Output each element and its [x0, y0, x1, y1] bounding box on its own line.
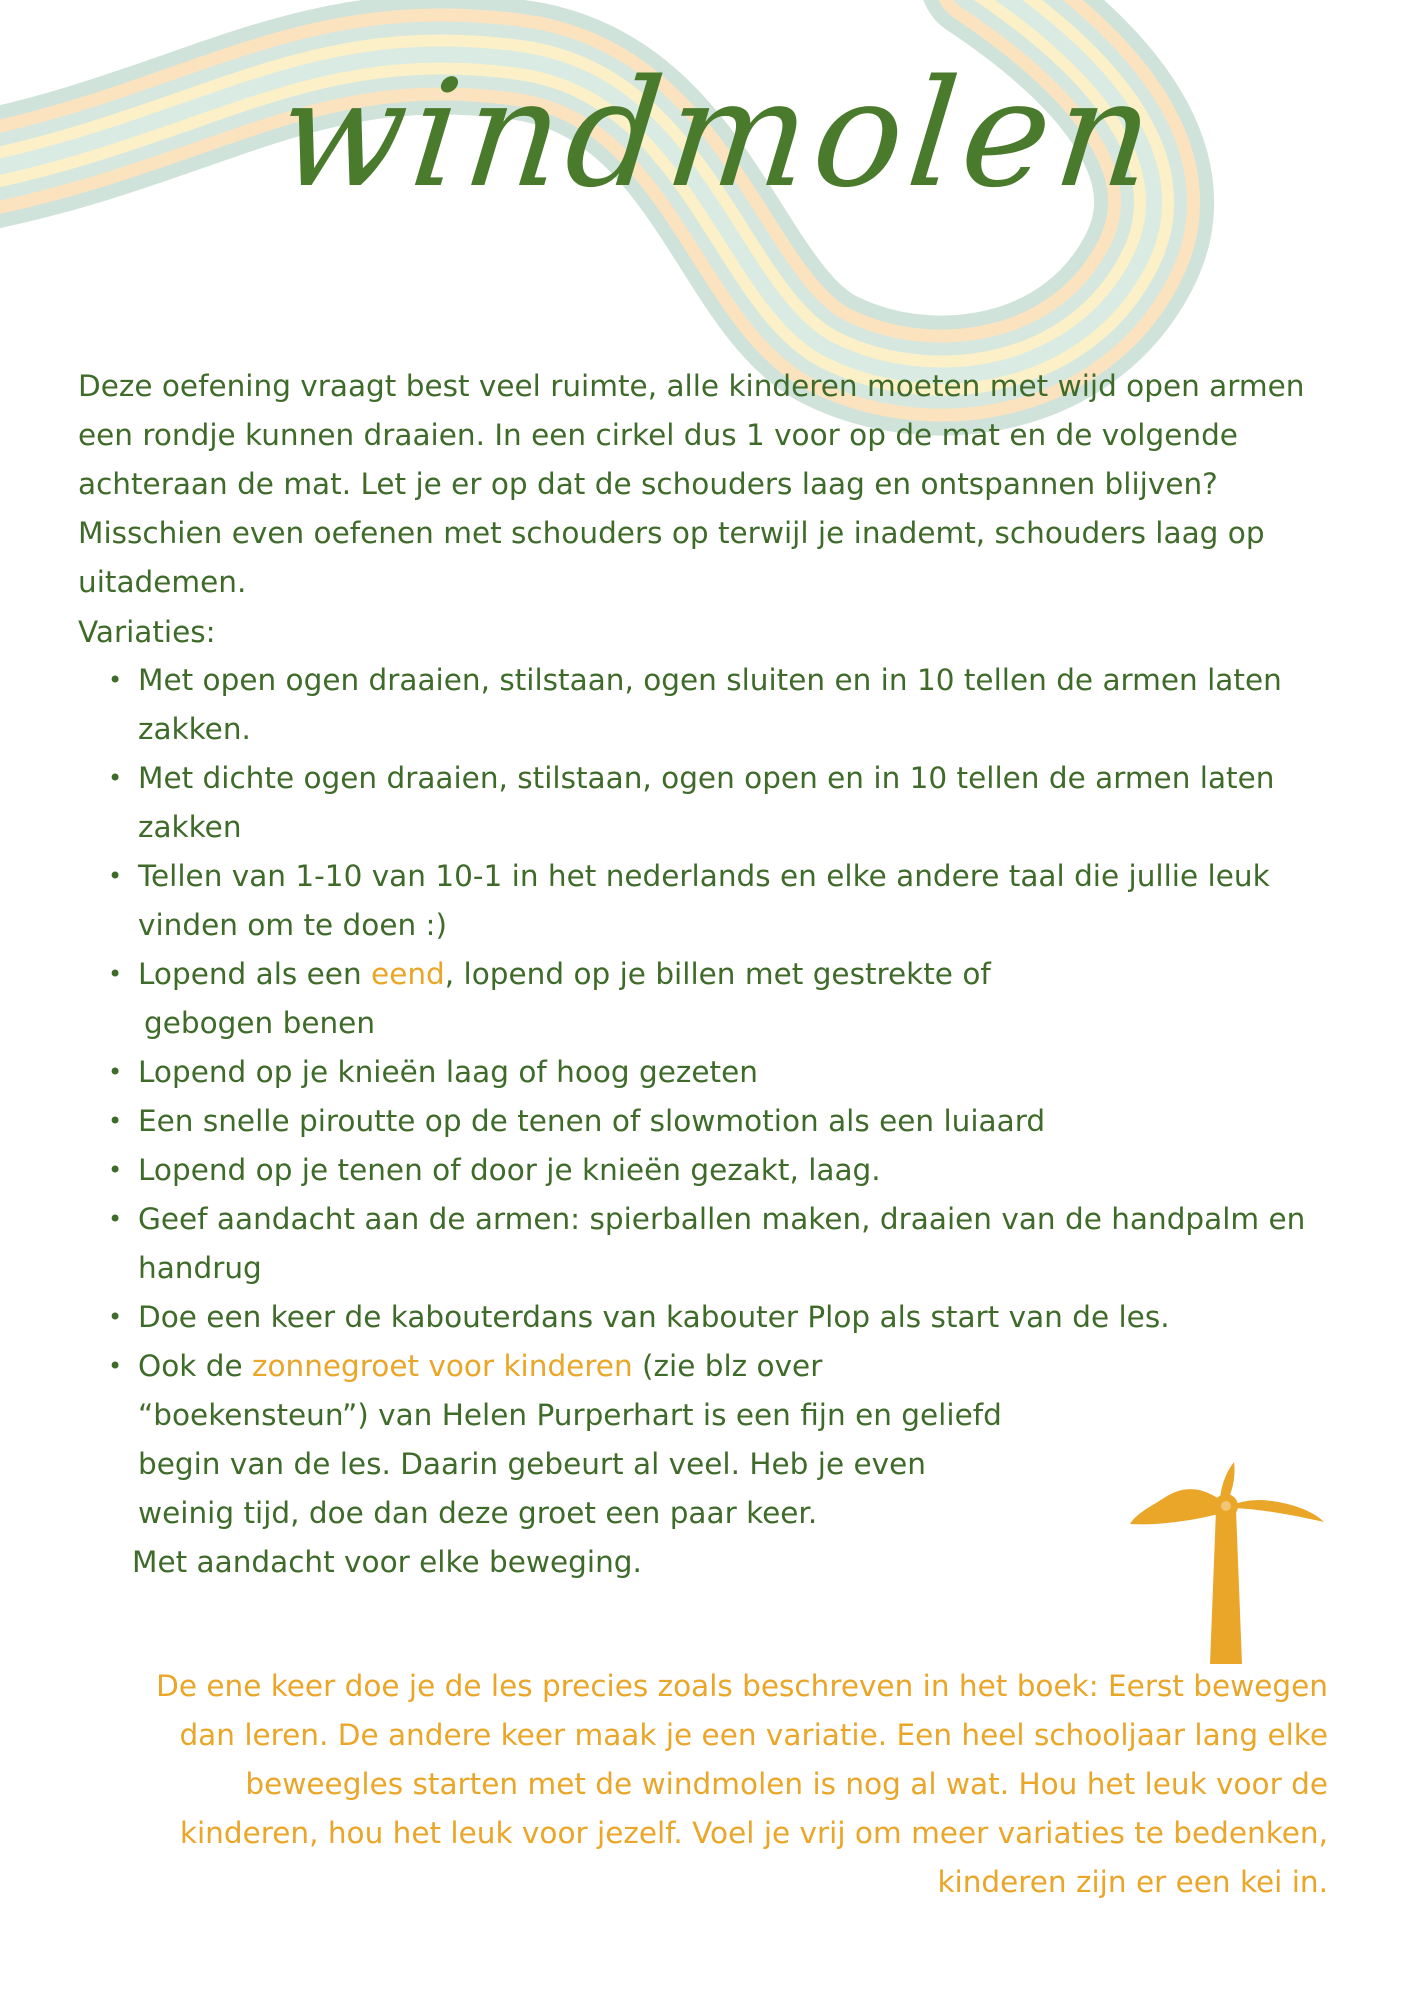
list-item: • Met dichte ogen draaien, stilstaan, ogen open en in 10 tellen de armen laten zakken — [96, 754, 1346, 852]
bullet-icon: • — [108, 1058, 123, 1086]
bullet-icon: • — [108, 764, 123, 792]
bullet-icon: • — [108, 1205, 123, 1233]
list-item: • Met open ogen draaien, stilstaan, ogen sluiten en in 10 tellen de armen laten zakken. — [96, 656, 1346, 754]
highlighted-link-text: zonnegroet voor kinderen — [251, 1349, 633, 1383]
list-item: • Lopend op je tenen of door je knieën gezakt, laag. — [96, 1146, 1346, 1195]
list-item: • Ook de zonnegroet voor kinderen (zie blz over “boekensteun”) van Helen Purperhart is een fijn en geliefd begin van de les. Daarin gebeurt al veel. Heb je even weinig tijd, doe dan deze groet een paar keer. Met aandacht voor elke beweging. — [96, 1342, 1346, 1587]
list-item: • Tellen van 1-10 van 10-1 in het nederlands en elke andere taal die jullie leuk vinden om te doen :) — [96, 852, 1346, 950]
page-title: windmolen — [270, 48, 1167, 220]
list-item: • Doe een keer de kabouterdans van kabouter Plop als start van de les. — [96, 1293, 1346, 1342]
bullet-icon: • — [108, 1303, 123, 1331]
bullet-icon: • — [108, 862, 123, 890]
list-item: • Geef aandacht aan de armen: spierballen maken, draaien van de handpalm en handrug — [96, 1195, 1346, 1293]
footer-note: De ene keer doe je de les precies zoals beschreven in het boek: Eerst bewegen dan leren. De andere keer maak je een variatie. Een heel schooljaar lang elke beweegles starten met de windmolen is nog al wat. Hou het leuk voor de kinderen, hou het leuk voor jezelf. Voel je vrij om meer variaties te bedenken, kinderen zijn er een kei in. — [156, 1669, 1328, 1899]
list-item: • Een snelle piroutte op de tenen of slowmotion als een luiaard — [96, 1097, 1346, 1146]
bullet-icon: • — [108, 960, 123, 988]
intro-paragraph: Deze oefening vraagt best veel ruimte, alle kinderen moeten met wijd open armen een rondje kunnen draaien. In een cirkel dus 1 voor op de mat en de volgende achteraan de mat. Let je er op dat de schouders laag en ontspannen blijven? Misschien even oefenen met schouders op terwijl je inademt, schouders laag op uitademen. — [78, 369, 1305, 599]
variations-list — [96, 656, 1346, 1587]
bullet-icon: • — [108, 1107, 123, 1135]
variations-heading: Variaties: — [78, 615, 216, 649]
list-item: • Lopend op je knieën laag of hoog gezeten — [96, 1048, 1346, 1097]
windmill-icon — [1128, 1462, 1328, 1672]
bullet-icon: • — [108, 666, 123, 694]
bullet-icon: • — [108, 1352, 123, 1380]
bullet-icon: • — [108, 1156, 123, 1184]
list-item: • Lopend als een eend, lopend op je billen met gestrekte of gebogen benen — [96, 950, 1346, 1048]
highlighted-word: eend — [371, 957, 445, 991]
